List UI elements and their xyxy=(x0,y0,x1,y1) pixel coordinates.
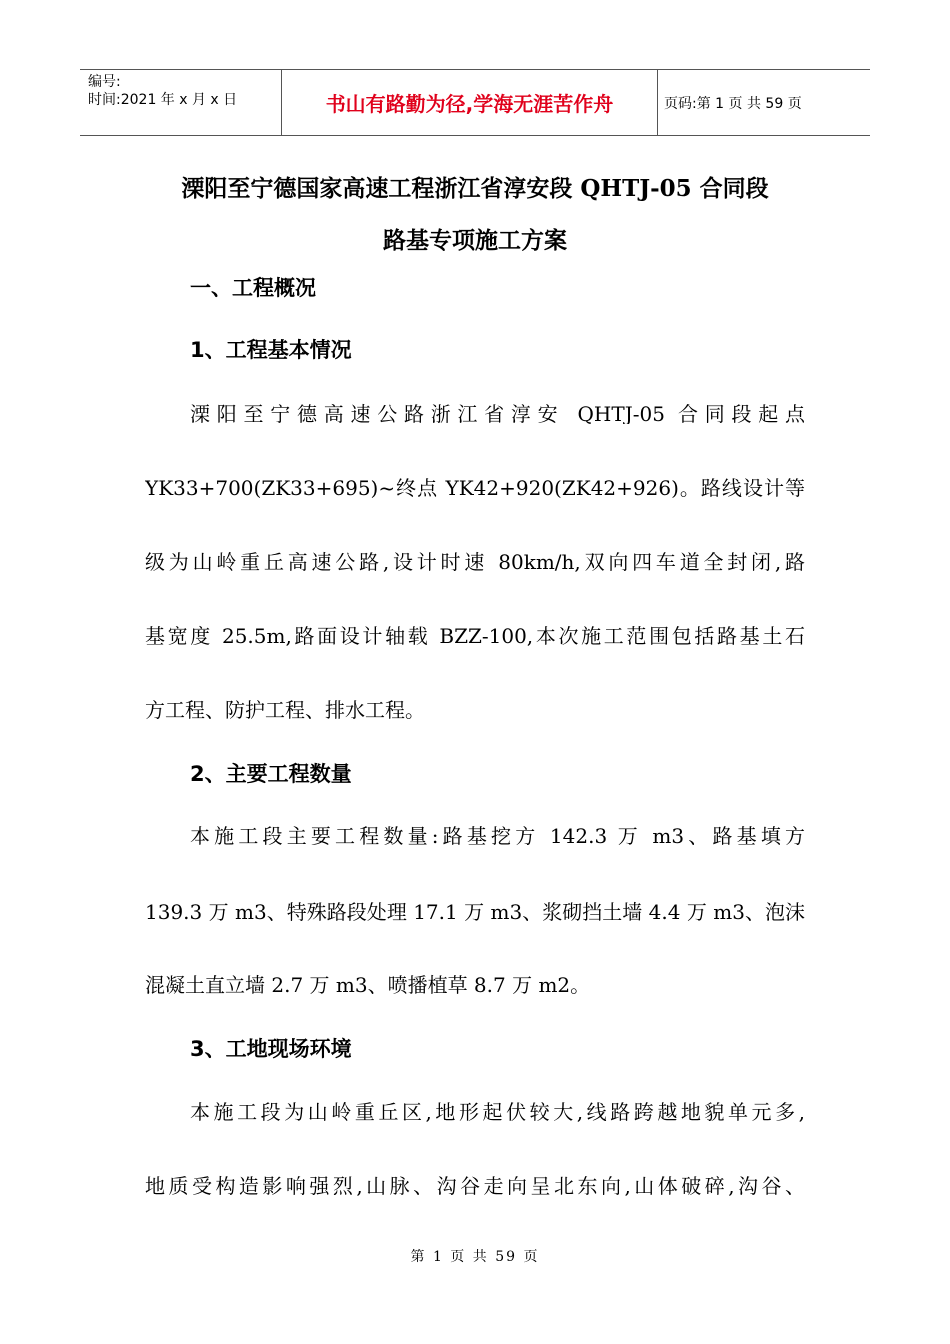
paragraph-line: 溧阳至宁德高速公路浙江省淳安 QHTJ-05 合同段起点 xyxy=(190,402,805,424)
paragraph-line: 本施工段主要工程数量:路基挖方 142.3 万 m3、路基填方 xyxy=(190,824,805,846)
document-time-label: 时间:2021 年 x 月 x 日 xyxy=(88,92,238,108)
header-meta xyxy=(80,70,282,135)
document-number-label: 编号: xyxy=(88,74,121,90)
document-title-line1: 溧阳至宁德国家高速工程浙江省淳安段 QHTJ-05 合同段 xyxy=(181,175,769,202)
page-header xyxy=(80,69,870,136)
header-motto: 书山有路勤为径,学海无涯苦作舟 xyxy=(282,70,658,135)
page-footer: 第 1 页 共 59 页 xyxy=(410,1249,540,1265)
paragraph-line: 基宽度 25.5m,路面设计轴载 BZZ-100,本次施工范围包括路基土石 xyxy=(145,624,805,646)
document-title-line2: 路基专项施工方案 xyxy=(383,227,567,254)
paragraph-line: 地质受构造影响强烈,山脉、沟谷走向呈北东向,山体破碎,沟谷、 xyxy=(145,1174,805,1196)
paragraph-line: 级为山岭重丘高速公路,设计时速 80km/h,双向四车道全封闭,路 xyxy=(145,550,805,572)
paragraph-line: 139.3 万 m3、特殊路段处理 17.1 万 m3、浆砌挡土墙 4.4 万 m3、泡沫 xyxy=(145,900,805,922)
header-page-info: 页码:第 1 页 共 59 页 xyxy=(664,95,802,112)
paragraph-line: 方工程、防护工程、排水工程。 xyxy=(145,698,425,722)
paragraph-line: 混凝土直立墙 2.7 万 m3、喷播植草 8.7 万 m2。 xyxy=(145,973,591,997)
paragraph-line: YK33+700(ZK33+695)~终点 YK42+920(ZK42+926)。路线设计等 xyxy=(145,476,805,498)
subsection-heading-basic-info: 1、工程基本情况 xyxy=(190,338,352,362)
subsection-heading-quantities: 2、主要工程数量 xyxy=(190,762,352,786)
subsection-heading-site-environment: 3、工地现场环境 xyxy=(190,1037,352,1061)
paragraph-line: 本施工段为山岭重丘区,地形起伏较大,线路跨越地貌单元多, xyxy=(190,1100,805,1122)
section-heading-overview: 一、工程概况 xyxy=(190,276,316,300)
